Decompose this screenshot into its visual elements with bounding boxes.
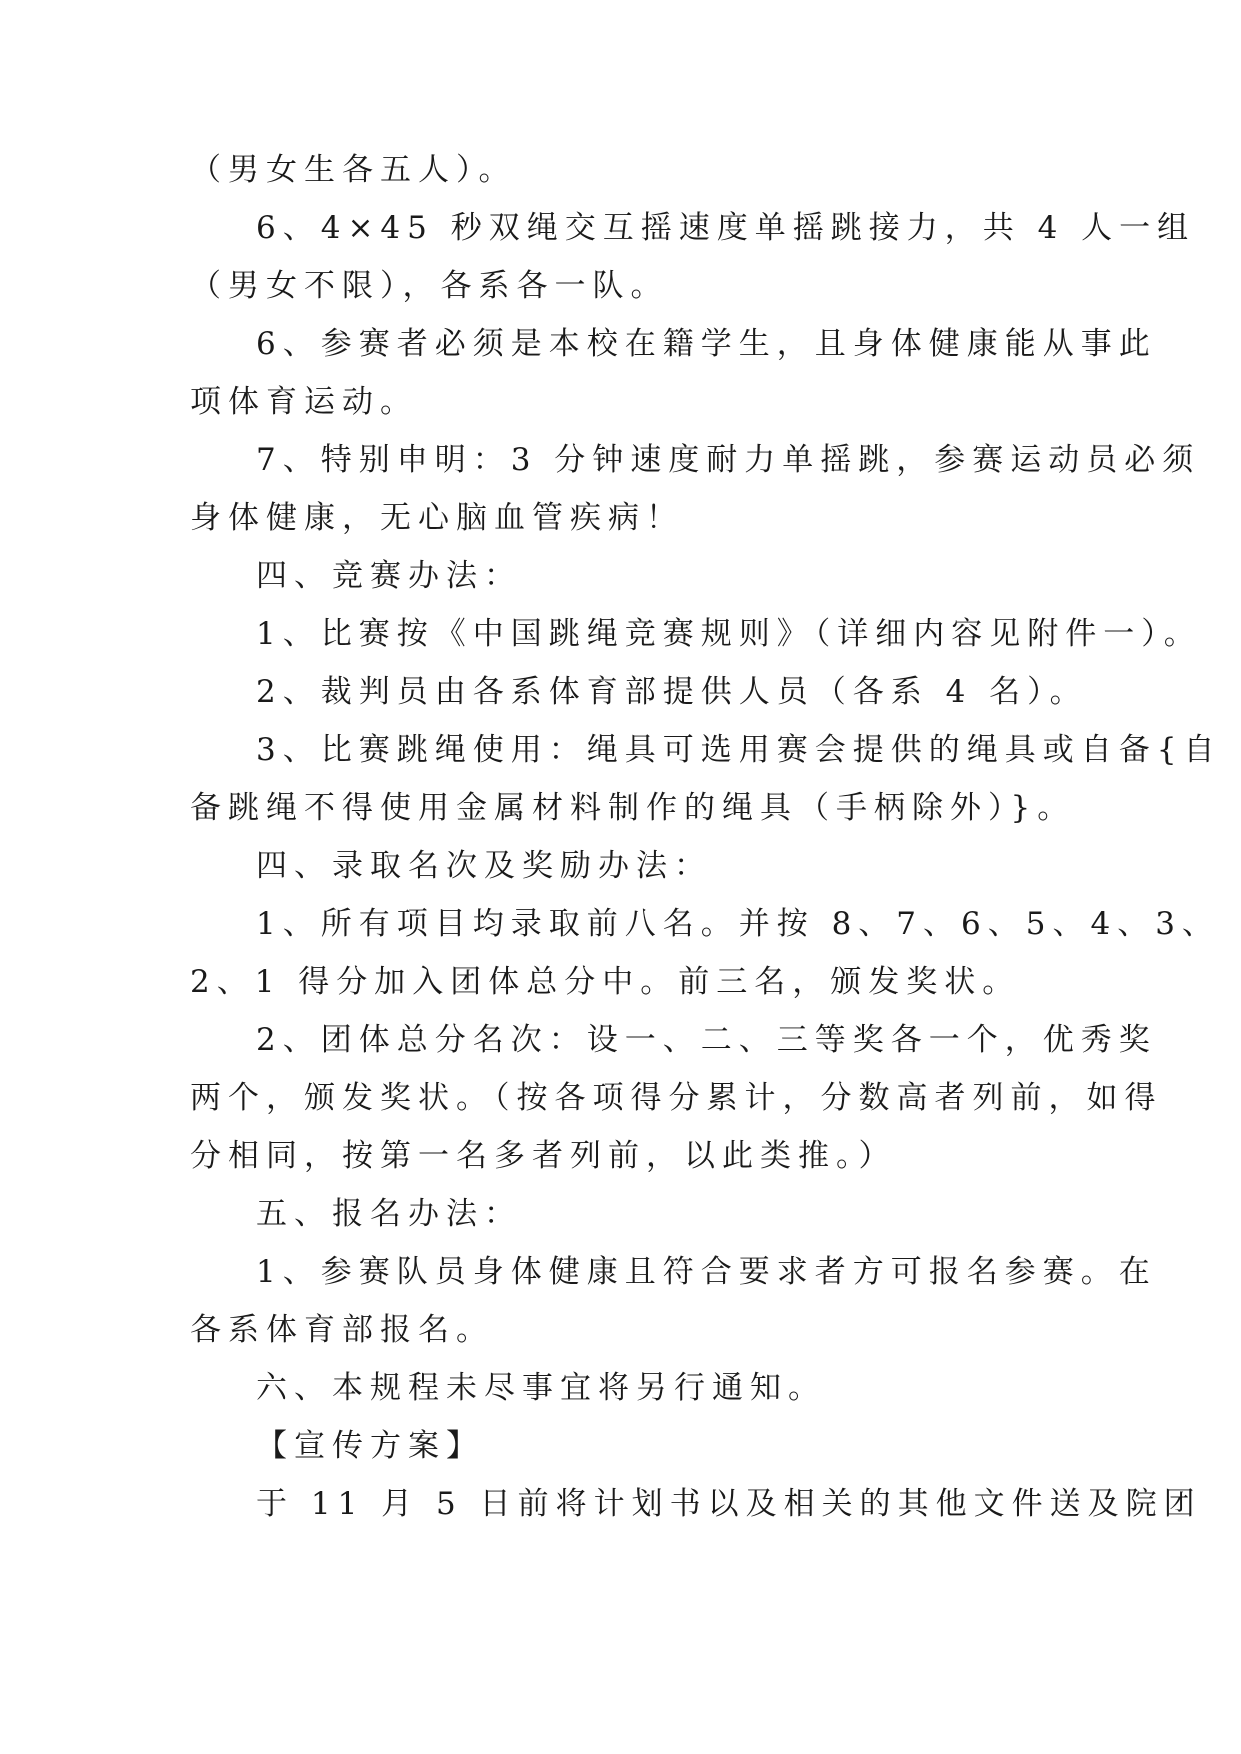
text-line: 项体育运动。 bbox=[190, 384, 418, 420]
text-line: 备跳绳不得使用金属材料制作的绳具（手柄除外）}。 bbox=[190, 790, 1076, 826]
text-line: （男女生各五人）。 bbox=[190, 152, 517, 188]
text-line: 分相同，按第一名多者列前，以此类推。） bbox=[190, 1138, 897, 1174]
text-line: 1、参赛队员身体健康且符合要求者方可报名参赛。在 bbox=[256, 1254, 1157, 1290]
text-line: 7、特别申明：3 分钟速度耐力单摇跳，参赛运动员必须 bbox=[256, 442, 1201, 478]
text-line: 2、裁判员由各系体育部提供人员（各系 4 名）。 bbox=[256, 674, 1088, 710]
text-line: 6、4×45 秒双绳交互摇速度单摇跳接力，共 4 人一组 bbox=[256, 210, 1196, 246]
text-line: 于 11 月 5 日前将计划书以及相关的其他文件送及院团 bbox=[256, 1486, 1202, 1522]
text-line: 各系体育部报名。 bbox=[190, 1312, 494, 1348]
text-line: 2、1 得分加入团体总分中。前三名，颁发奖状。 bbox=[190, 964, 1021, 1000]
section-heading: 【宣传方案】 bbox=[256, 1428, 484, 1464]
section-heading: 四、竞赛办法： bbox=[256, 558, 522, 594]
text-line: 两个，颁发奖状。（按各项得分累计，分数高者列前，如得 bbox=[190, 1080, 1163, 1116]
section-heading: 五、报名办法： bbox=[256, 1196, 522, 1232]
text-line: 身体健康，无心脑血管疾病！ bbox=[190, 500, 684, 536]
text-line: 3、比赛跳绳使用：绳具可选用赛会提供的绳具或自备{自 bbox=[256, 732, 1222, 768]
section-heading: 四、录取名次及奖励办法： bbox=[256, 848, 712, 884]
text-line: 6、参赛者必须是本校在籍学生，且身体健康能从事此 bbox=[256, 326, 1157, 362]
text-line: 1、比赛按《中国跳绳竞赛规则》（详细内容见附件一）。 bbox=[256, 616, 1202, 652]
section-heading: 六、本规程未尽事宜将另行通知。 bbox=[256, 1370, 826, 1406]
text-line: （男女不限），各系各一队。 bbox=[190, 268, 669, 304]
text-line: 1、所有项目均录取前八名。并按 8、7、6、5、4、3、 bbox=[256, 906, 1220, 942]
text-line: 2、团体总分名次：设一、二、三等奖各一个，优秀奖 bbox=[256, 1022, 1157, 1058]
